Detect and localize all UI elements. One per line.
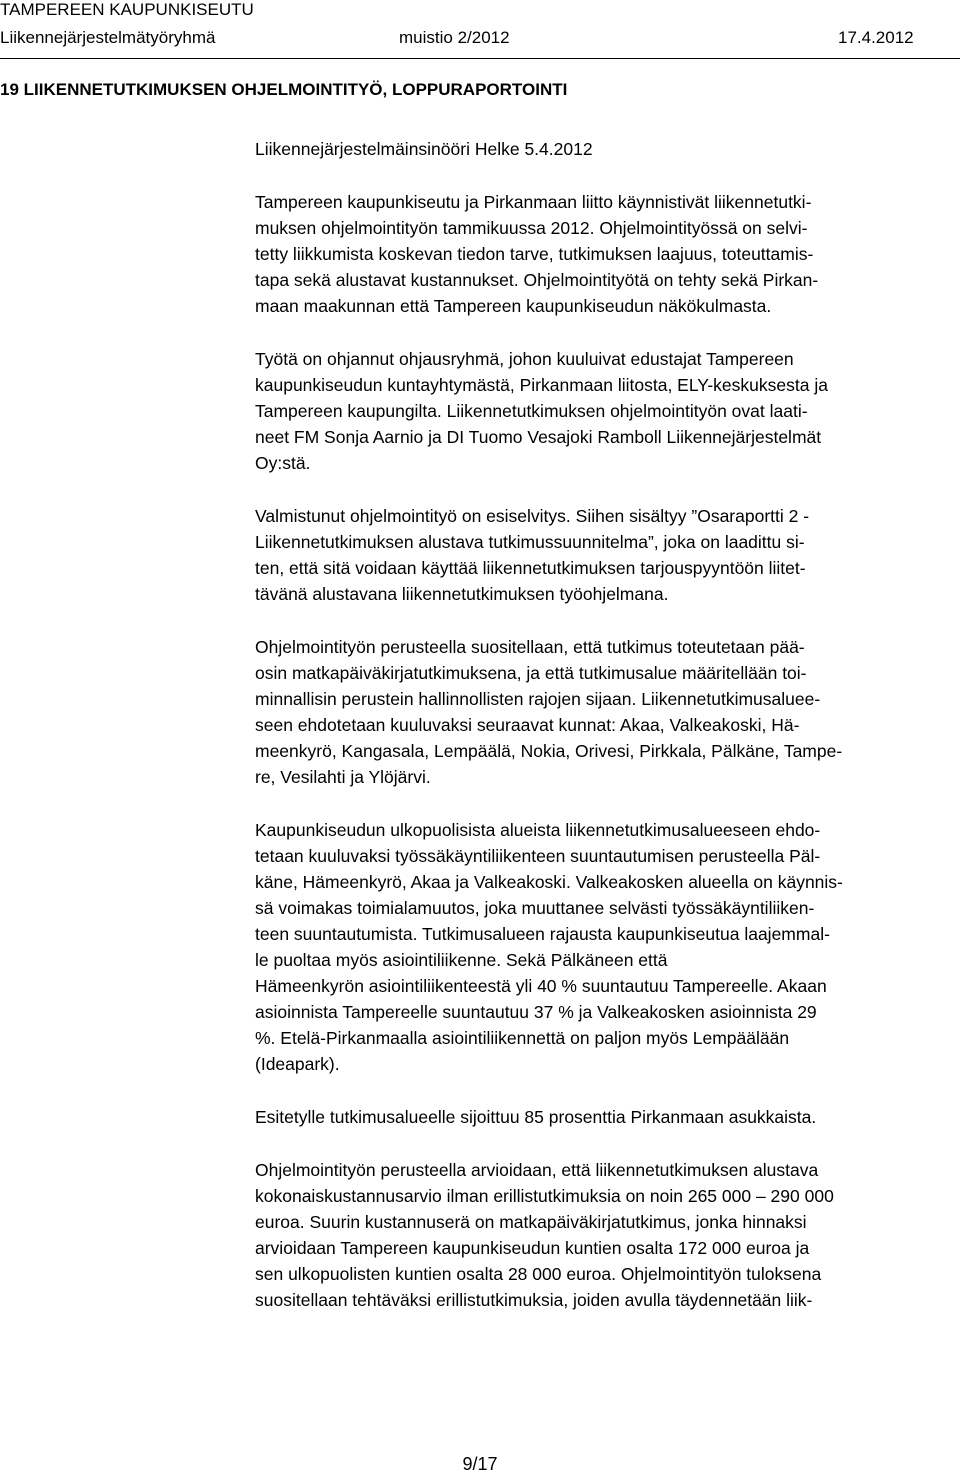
text-line: Ohjelmointityön perusteella arvioidaan, että liikennetutkimuksen alustava [255, 1160, 819, 1180]
text-line: tävänä alustavana liikennetutkimuksen työohjelmana. [255, 584, 669, 604]
paragraph [255, 1104, 955, 1130]
text-line: Tampereen kaupungilta. Liikennetutkimuksen ohjelmointityön ovat laati- [255, 401, 808, 421]
text-line: Valmistunut ohjelmointityö on esiselvitys. Siihen sisältyy ”Osaraportti 2 - [255, 506, 810, 526]
header-row [0, 28, 960, 50]
text-line: teen suuntautumista. Tutkimusalueen rajausta kaupunkiseutua laajemmal- [255, 924, 830, 944]
paragraph [255, 503, 955, 607]
text-line: %. Etelä-Pirkanmaalla asiointiliikennettä on paljon myös Lempäälään [255, 1028, 790, 1048]
header-group: Liikennejärjestelmätyöryhmä [0, 28, 216, 47]
text-line: muksen ohjelmointityön tammikuussa 2012. Ohjelmointityössä on selvi- [255, 218, 808, 238]
text-line: neet FM Sonja Aarnio ja DI Tuomo Vesajoki Ramboll Liikennejärjestelmät [255, 427, 822, 447]
text-line: re, Vesilahti ja Ylöjärvi. [255, 767, 431, 787]
text-line: tetaan kuuluvaksi työssäkäyntiliikenteen suuntautumisen perusteella Päl- [255, 846, 821, 866]
text-line: meenkyrö, Kangasala, Lempäälä, Nokia, Orivesi, Pirkkala, Pälkäne, Tampe- [255, 741, 843, 761]
text-line: maan maakunnan että Tampereen kaupunkiseudun näkökulmasta. [255, 296, 772, 316]
body-text [255, 136, 955, 1340]
text-line: tapa sekä alustavat kustannukset. Ohjelmointityötä on tehty sekä Pirkan- [255, 270, 819, 290]
section-heading: 19 LIIKENNETUTKIMUKSEN OHJELMOINTITYÖ, LOPPURAPORTOINTI [0, 80, 568, 99]
text-line: sä voimakas toimialamuutos, joka muuttanee selvästi työssäkäyntiliiken- [255, 898, 815, 918]
text-line: Esitetylle tutkimusalueelle sijoittuu 85 prosenttia Pirkanmaan asukkaista. [255, 1107, 817, 1127]
paragraph [255, 136, 955, 162]
text-line: Hämeenkyrön asiointiliikenteestä yli 40 % suuntautuu Tampereelle. Akaan [255, 976, 827, 996]
text-line: Liikennetutkimuksen alustava tutkimussuunnitelma”, joka on laadittu si- [255, 532, 805, 552]
header-organization: TAMPEREEN KAUPUNKISEUTU [0, 0, 254, 19]
text-line: Kaupunkiseudun ulkopuolisista alueista liikennetutkimusalueeseen ehdo- [255, 820, 821, 840]
text-line: seen ehdotetaan kuuluvaksi seuraavat kunnat: Akaa, Valkeakoski, Hä- [255, 715, 800, 735]
paragraph [255, 189, 955, 319]
text-line: Ohjelmointityön perusteella suositellaan, että tutkimus toteutetaan pää- [255, 637, 805, 657]
header-date: 17.4.2012 [838, 28, 914, 47]
page-number: 9/17 [462, 1454, 498, 1474]
text-line: sen ulkopuolisten kuntien osalta 28 000 euroa. Ohjelmointityön tuloksena [255, 1264, 822, 1284]
text-line: käne, Hämeenkyrö, Akaa ja Valkeakoski. Valkeakosken alueella on käynnis- [255, 872, 843, 892]
paragraph [255, 346, 955, 476]
text-line: kaupunkiseudun kuntayhtymästä, Pirkanmaan liitosta, ELY-keskuksesta ja [255, 375, 828, 395]
text-line: kokonaiskustannusarvio ilman erillistutkimuksia on noin 265 000 – 290 000 [255, 1186, 834, 1206]
text-line: euroa. Suurin kustannuserä on matkapäiväkirjatutkimus, jonka hinnaksi [255, 1212, 807, 1232]
paragraph [255, 634, 955, 790]
text-line: Oy:stä. [255, 453, 311, 473]
text-line: minnallisin perustein hallinnollisten rajojen sijaan. Liikennetutkimusaluee- [255, 689, 821, 709]
paragraph [255, 1157, 955, 1313]
text-line: le puoltaa myös asiointiliikenne. Sekä Pälkäneen että [255, 950, 668, 970]
text-line: suositellaan tehtäväksi erillistutkimuksia, joiden avulla täydennetään liik- [255, 1290, 813, 1310]
text-line: tetty liikkumista koskevan tiedon tarve, tutkimuksen laajuus, toteuttamis- [255, 244, 814, 264]
text-line: Liikennejärjestelmäinsinööri Helke 5.4.2012 [255, 139, 593, 159]
header-divider [0, 58, 960, 59]
text-line: (Ideapark). [255, 1054, 340, 1074]
header-document: muistio 2/2012 [399, 28, 510, 47]
text-line: asioinnista Tampereelle suuntautuu 37 % ja Valkeakosken asioinnista 29 [255, 1002, 817, 1022]
text-line: Tampereen kaupunkiseutu ja Pirkanmaan liitto käynnistivät liikennetutki- [255, 192, 812, 212]
text-line: ten, että sitä voidaan käyttää liikennetutkimuksen tarjouspyyntöön liitet- [255, 558, 806, 578]
paragraph [255, 817, 955, 1077]
text-line: arvioidaan Tampereen kaupunkiseudun kuntien osalta 172 000 euroa ja [255, 1238, 810, 1258]
text-line: Työtä on ohjannut ohjausryhmä, johon kuuluivat edustajat Tampereen [255, 349, 794, 369]
text-line: osin matkapäiväkirjatutkimuksena, ja että tutkimusalue määritellään toi- [255, 663, 807, 683]
